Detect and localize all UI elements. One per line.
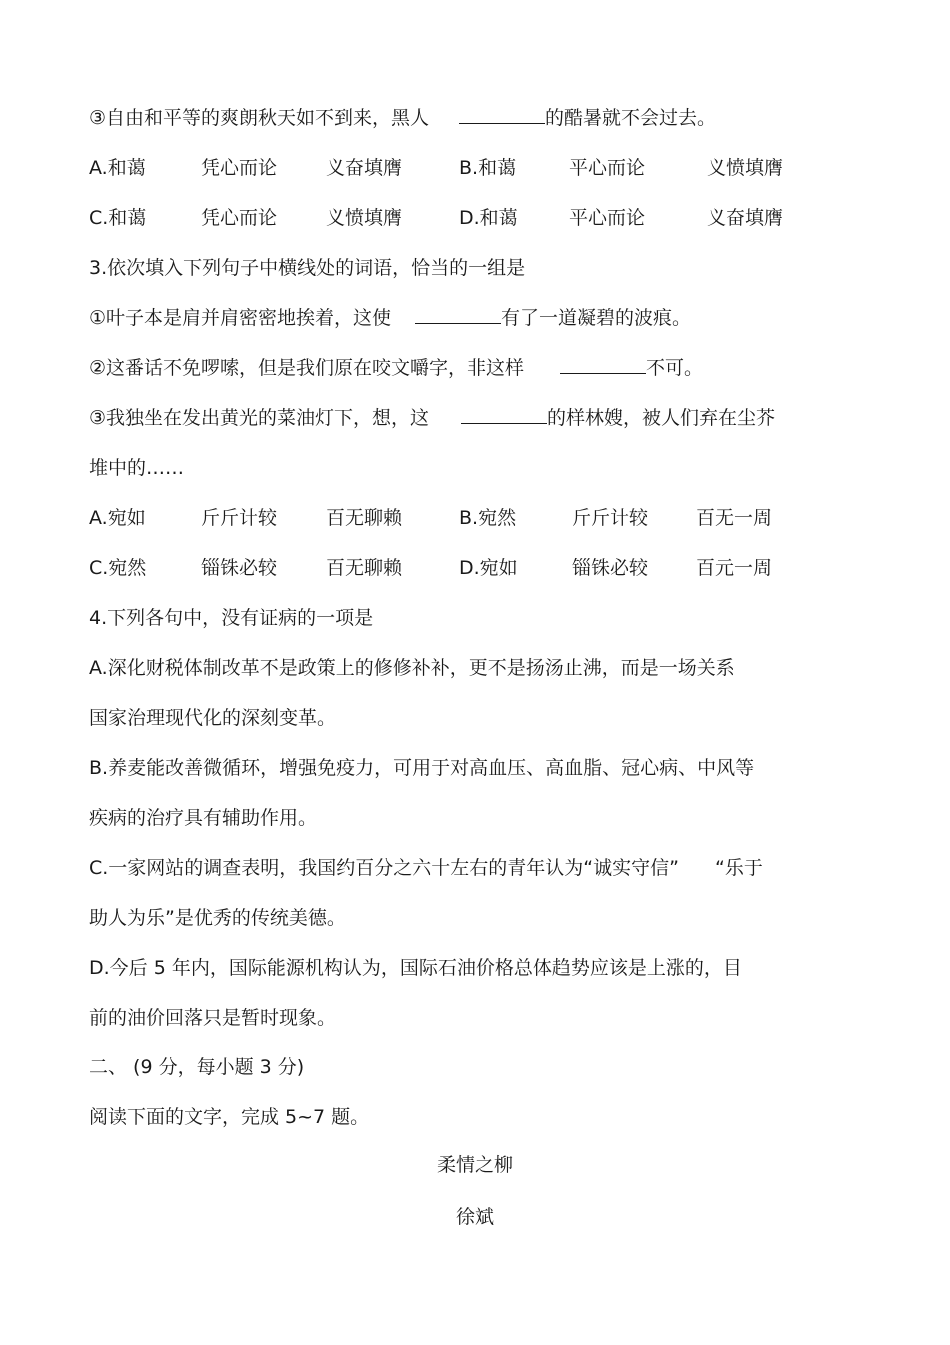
q3-sentence-3-cont: 堆中的…… bbox=[89, 457, 185, 479]
q4-option-c-line1: C.一家网站的调查表明，我国约百分之六十左右的青年认为“诚实守信” “乐于 bbox=[89, 857, 763, 879]
q2-option-c-label: C.和蔼 bbox=[89, 207, 147, 229]
q4-option-b-line2: 疾病的治疗具有辅助作用。 bbox=[89, 807, 318, 829]
article-author: 徐斌 bbox=[455, 1206, 494, 1228]
q3-option-b-word3: 百无一周 bbox=[696, 507, 773, 529]
q2-option-c-word2: 凭心而论 bbox=[201, 207, 278, 229]
q2-option-b-label: B.和蔼 bbox=[459, 157, 517, 179]
q2-option-d-word3: 义奋填膺 bbox=[707, 207, 784, 229]
section-heading: 二、 (9 分，每小题 3 分) bbox=[89, 1056, 305, 1078]
q2-option-b-word3: 义愤填膺 bbox=[707, 157, 784, 179]
fill-blank bbox=[415, 305, 501, 324]
q3-option-d-word2: 锱铢必较 bbox=[572, 557, 649, 579]
fill-blank bbox=[459, 105, 545, 124]
q4-option-b-line1: B.养麦能改善微循环，增强免疫力，可用于对高血压、高血脂、冠心病、中风等 bbox=[89, 757, 755, 779]
q3-option-a-word2: 斤斤计较 bbox=[201, 507, 278, 529]
fill-blank bbox=[461, 405, 547, 424]
q4-option-d-line1: D.今后 5 年内，国际能源机构认为，国际石油价格总体趋势应该是上涨的，目 bbox=[89, 957, 742, 979]
q4-option-d-line2: 前的油价回落只是暂时现象。 bbox=[89, 1007, 337, 1029]
reading-instruction: 阅读下面的文字，完成 5~7 题。 bbox=[89, 1106, 370, 1128]
q2-sentence-3: ③自由和平等的爽朗秋天如不到来，黑人 的酷暑就不会过去。 bbox=[89, 107, 717, 129]
article-title: 柔情之柳 bbox=[436, 1154, 513, 1176]
q3-sentence-2: ②这番话不免啰嗦，但是我们原在咬文嚼字，非这样 不可。 bbox=[89, 357, 704, 379]
q4-option-a-line2: 国家治理现代化的深刻变革。 bbox=[89, 707, 337, 729]
q3-option-d-word3: 百元一周 bbox=[696, 557, 773, 579]
q2-option-a-word3: 义奋填膺 bbox=[326, 157, 403, 179]
q3-stem: 3.依次填入下列句子中横线处的词语，恰当的一组是 bbox=[89, 257, 526, 279]
q2-option-c-word3: 义愤填膺 bbox=[326, 207, 403, 229]
q3-option-c-word3: 百无聊赖 bbox=[326, 557, 403, 579]
q3-option-d-label: D.宛如 bbox=[459, 557, 518, 579]
q3-sentence-3: ③我独坐在发出黄光的菜油灯下，想，这 的样林嫂，被人们弃在尘芥 bbox=[89, 407, 776, 429]
q4-option-c-line2: 助人为乐”是优秀的传统美德。 bbox=[89, 907, 346, 929]
q3-option-c-label: C.宛然 bbox=[89, 557, 147, 579]
q4-option-a-line1: A.深化财税体制改革不是政策上的修修补补，更不是扬汤止沸，而是一场关系 bbox=[89, 657, 735, 679]
q3-option-c-word2: 锱铢必较 bbox=[201, 557, 278, 579]
q3-option-a-label: A.宛如 bbox=[89, 507, 146, 529]
q2-option-d-word2: 平心而论 bbox=[569, 207, 646, 229]
fill-blank bbox=[560, 355, 646, 374]
q2-option-b-word2: 平心而论 bbox=[569, 157, 646, 179]
q4-stem: 4.下列各句中，没有证病的一项是 bbox=[89, 607, 374, 629]
q2-option-a-label: A.和蔼 bbox=[89, 157, 146, 179]
q2-option-a-word2: 凭心而论 bbox=[201, 157, 278, 179]
q3-option-a-word3: 百无聊赖 bbox=[326, 507, 403, 529]
q3-sentence-1: ①叶子本是肩并肩密密地挨着，这使 有了一道凝碧的波痕。 bbox=[89, 307, 692, 329]
q3-option-b-label: B.宛然 bbox=[459, 507, 517, 529]
q3-option-b-word2: 斤斤计较 bbox=[572, 507, 649, 529]
q2-option-d-label: D.和蔼 bbox=[459, 207, 518, 229]
